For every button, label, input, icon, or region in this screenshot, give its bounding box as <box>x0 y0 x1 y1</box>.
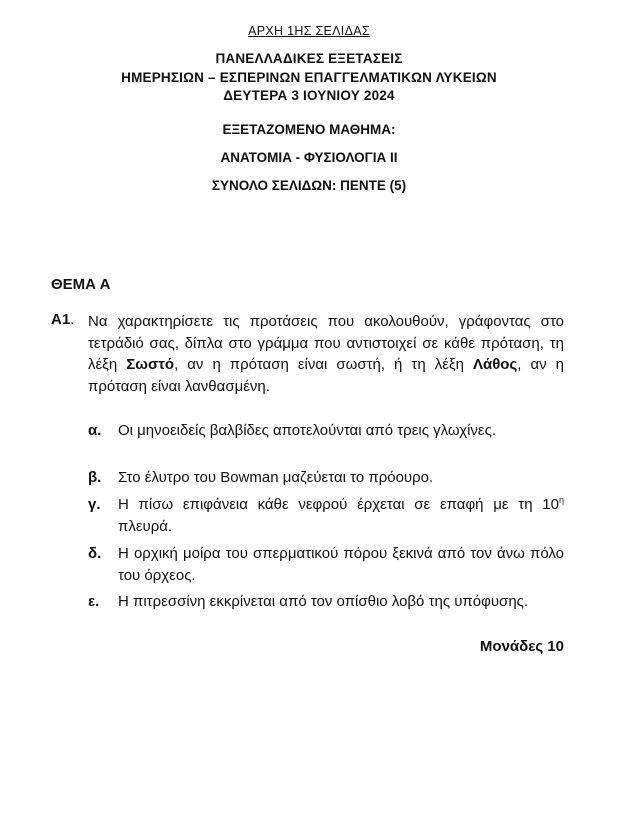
statement-item <box>88 467 564 489</box>
exam-header <box>0 50 618 106</box>
keyword-false: Λάθος <box>472 356 518 373</box>
instructions-part-2: , αν η πρόταση είναι σωστή, ή τη λέξη <box>174 356 473 373</box>
statement-text: Στο έλυτρο του Bowman μαζεύεται το πρόουρο. <box>118 469 434 486</box>
statement-letter: α. <box>88 422 102 439</box>
exam-title-line: ΠΑΝΕΛΛΑΔΙΚΕΣ ΕΞΕΤΑΣΕΙΣ <box>215 51 403 66</box>
statement-item <box>88 591 564 613</box>
subject-name: ΑΝΑΤΟΜΙΑ - ΦΥΣΙΟΛΟΓΙΑ ΙΙ <box>220 150 398 165</box>
question-instructions <box>88 311 564 397</box>
statement-item <box>88 543 564 586</box>
statement-text: Η πιτρεσσίνη εκκρίνεται από τον οπίσθιο λοβό της υπόφυσης. <box>118 593 529 610</box>
statement-text-before: Η πίσω επιφάνεια κάθε νεφρού έρχεται σε επαφή με τη 10 <box>118 496 559 513</box>
page-start-note: ΑΡΧΗ 1ΗΣ ΣΕΛΙΔΑΣ <box>248 24 370 38</box>
instructions-part-1: Να χαρακτηρίσετε τις προτάσεις που ακολουθούν, γράφοντας στο τετράδιό σας, δίπλα στο γράμμα που αντιστοιχεί σε κάθε πρόταση, τη λέξη <box>88 313 564 373</box>
statement-letter: ε. <box>88 593 100 610</box>
instructions-part-3: , αν η πρόταση είναι λανθασμένη. <box>88 356 564 395</box>
marks-total: Μονάδες 10 <box>479 638 564 655</box>
question-label <box>51 311 74 328</box>
question-number: Α1 <box>51 311 71 328</box>
statement-item <box>88 494 564 537</box>
statement-text <box>118 494 564 537</box>
statement-text: Οι μηνοειδείς βαλβίδες αποτελούνται από τρεις γλωχίνες. <box>118 422 497 439</box>
statement-text-after: πλευρά. <box>118 517 173 535</box>
exam-schools-line: ΗΜΕΡΗΣΙΩΝ – ΕΣΠΕΡΙΝΩΝ ΕΠΑΓΓΕΛΜΑΤΙΚΩΝ ΛΥΚΕΙΩΝ <box>121 69 497 85</box>
statement-letter: γ. <box>88 496 101 513</box>
question-number-suffix: . <box>70 311 75 328</box>
statement-text: Η ορχική μοίρα του σπερματικού πόρου ξεκινά από τον άνω πόλο του όρχεος. <box>118 545 564 584</box>
statement-letter: β. <box>88 469 102 486</box>
statement-letter: δ. <box>88 545 102 562</box>
keyword-true: Σωστό <box>126 356 175 373</box>
subject-label: ΕΞΕΤΑΖΟΜΕΝΟ ΜΑΘΗΜΑ: <box>222 122 396 137</box>
section-title: ΘΕΜΑ Α <box>51 276 111 293</box>
total-pages: ΣΥΝΟΛΟ ΣΕΛΙΔΩΝ: ΠΕΝΤΕ (5) <box>211 178 407 193</box>
ordinal-superscript: η <box>558 495 564 505</box>
exam-date-line: ΔΕΥΤΕΡΑ 3 ΙΟΥΝΙΟΥ 2024 <box>223 88 395 103</box>
statement-item <box>88 420 564 442</box>
